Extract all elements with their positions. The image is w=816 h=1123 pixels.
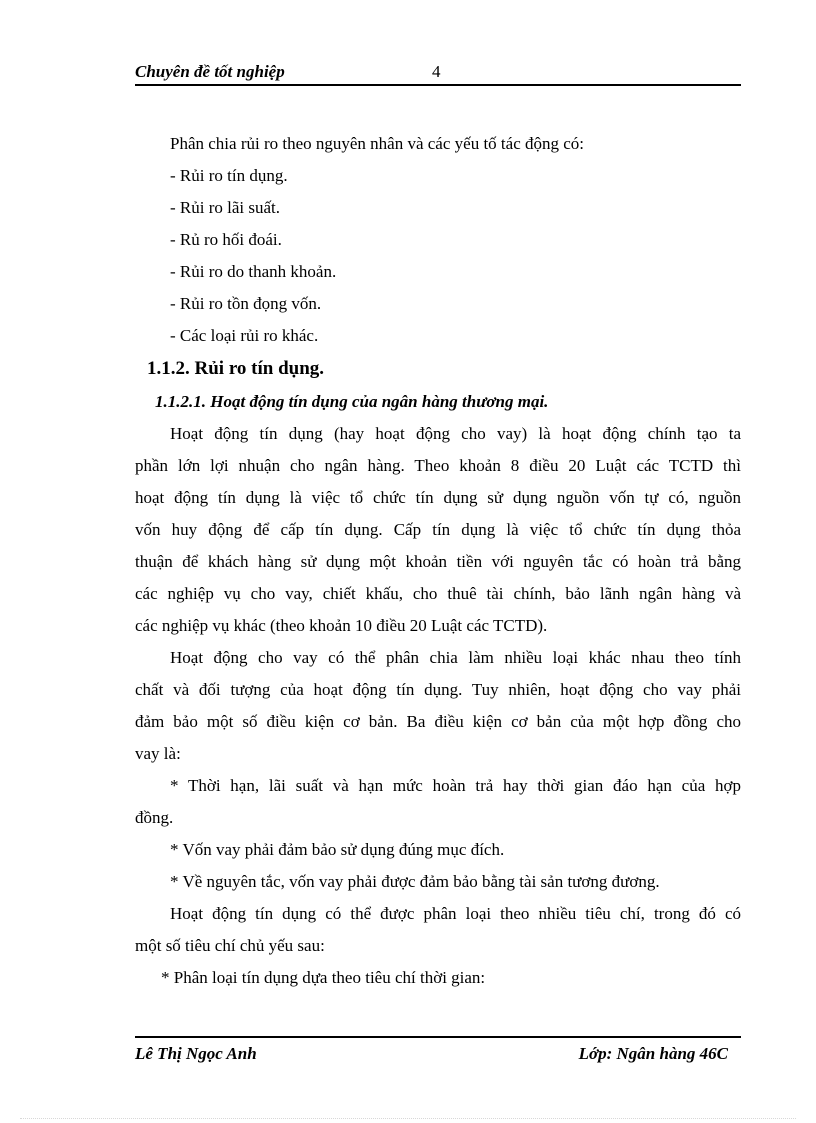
condition-line: * Vốn vay phải đảm bảo sử dụng đúng mục đích. xyxy=(170,840,505,859)
document-body xyxy=(135,128,741,994)
paragraph-line: vốn huy động để cấp tín dụng. Cấp tín dụng là việc tổ chức tín dụng thỏa xyxy=(135,520,741,539)
paragraph-line: phần lớn lợi nhuận cho ngân hàng. Theo khoản 8 điều 20 Luật các TCTD thì xyxy=(135,456,741,475)
intro-line: Phân chia rủi ro theo nguyên nhân và các yếu tố tác động có: xyxy=(170,134,585,153)
subsection-heading: 1.1.2.1. Hoạt động tín dụng của ngân hàng thương mại. xyxy=(155,392,549,411)
condition-line: * Về nguyên tắc, vốn vay phải được đảm bảo bằng tài sản tương đương. xyxy=(170,872,660,891)
list-item: - Rủi ro do thanh khoản. xyxy=(170,262,337,281)
bullet-line: * Phân loại tín dụng dựa theo tiêu chí thời gian: xyxy=(161,968,486,987)
list-item: - Rủi ro tín dụng. xyxy=(170,166,288,185)
paragraph-line: các nghiệp vụ cho vay, chiết khấu, cho thuê tài chính, bảo lãnh ngân hàng và xyxy=(135,584,741,603)
page-edge-divider xyxy=(20,1118,796,1119)
paragraph-line: vay là: xyxy=(135,744,181,763)
paragraph-line: chất và đối tượng của hoạt động tín dụng. Tuy nhiên, hoạt động cho vay phải xyxy=(135,680,741,699)
section-heading: 1.1.2. Rủi ro tín dụng. xyxy=(147,358,325,379)
paragraph-line: một số tiêu chí chủ yếu sau: xyxy=(135,936,325,955)
footer-author: Lê Thị Ngọc Anh xyxy=(135,1044,257,1063)
paragraph-line: Hoạt động tín dụng có thể được phân loại theo nhiều tiêu chí, trong đó có xyxy=(170,904,741,923)
header-title: Chuyên đề tốt nghiệp xyxy=(135,62,285,81)
page-header xyxy=(135,60,741,86)
footer-divider xyxy=(135,1036,741,1038)
list-item: - Rủi ro tồn đọng vốn. xyxy=(170,294,322,313)
condition-line: đồng. xyxy=(135,808,174,827)
paragraph-line: Hoạt động cho vay có thể phân chia làm nhiều loại khác nhau theo tính xyxy=(170,648,741,667)
page-number: 4 xyxy=(432,62,441,81)
paragraph-line: đảm bảo một số điều kiện cơ bản. Ba điều kiện cơ bản của một hợp đồng cho xyxy=(135,712,741,731)
list-item: - Rủi ro lãi suất. xyxy=(170,198,281,217)
paragraph-line: Hoạt động tín dụng (hay hoạt động cho vay) là hoạt động chính tạo ta xyxy=(170,424,741,443)
paragraph-line: hoạt động tín dụng là việc tổ chức tín dụng sử dụng nguồn vốn tự có, nguồn xyxy=(135,488,741,507)
list-item: - Các loại rủi ro khác. xyxy=(170,326,319,345)
paragraph-line: thuận để khách hàng sử dụng một khoản tiền với nguyên tắc có hoàn trả bằng xyxy=(135,552,741,571)
condition-line: * Thời hạn, lãi suất và hạn mức hoàn trả hay thời gian đáo hạn của hợp xyxy=(170,776,741,795)
paragraph-line: các nghiệp vụ khác (theo khoản 10 điều 20 Luật các TCTD). xyxy=(135,616,548,635)
list-item: - Rủ ro hối đoái. xyxy=(170,230,282,249)
footer-class: Lớp: Ngân hàng 46C xyxy=(578,1044,728,1063)
